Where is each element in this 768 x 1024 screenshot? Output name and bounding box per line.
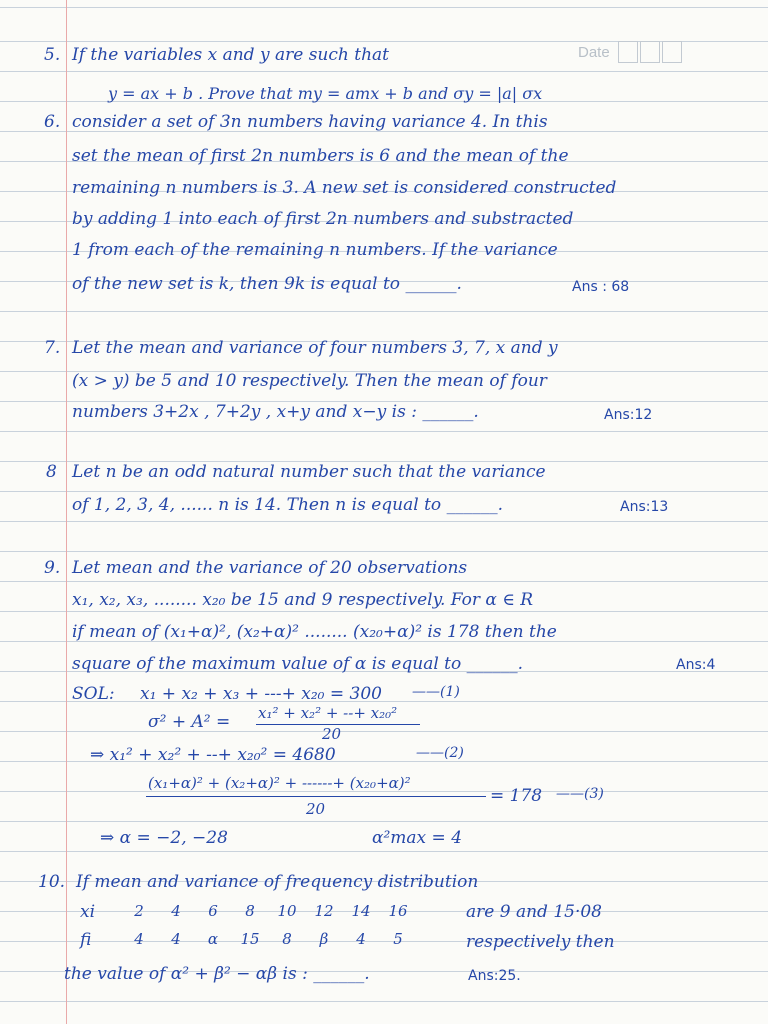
- table-row-label-xi: xi: [80, 902, 96, 922]
- table-cell: 12: [314, 902, 334, 920]
- question-5-number: 5.: [44, 45, 61, 65]
- solution-equation-2-lhs: σ² + A² =: [148, 712, 231, 732]
- table-cell: 5: [393, 930, 403, 948]
- solution-equation-4-denominator: 20: [306, 800, 326, 818]
- solution-equation-4-numerator: (x₁+α)² + (x₂+α)² + ------+ (x₂₀+α)²: [148, 774, 411, 792]
- table-cell: 4: [171, 902, 181, 920]
- table-cell: 15: [240, 930, 260, 948]
- table-cell: 16: [388, 902, 408, 920]
- date-label: Date: [578, 43, 610, 61]
- date-cell: [618, 41, 638, 63]
- question-9-line: if mean of (x₁+α)², (x₂+α)² ........ (x₂₀+α)² is 178 then the: [72, 622, 557, 642]
- table-cell: β: [319, 930, 329, 948]
- table-cell: 8: [282, 930, 292, 948]
- table-cell: 6: [208, 902, 218, 920]
- table-cell: α: [207, 930, 219, 948]
- date-cell: [662, 41, 682, 63]
- question-10-right-text: respectively then: [466, 932, 615, 952]
- date-box: [578, 40, 682, 64]
- solution-equation-3: ⇒ x₁² + x₂² + --+ x₂₀² = 4680: [90, 745, 336, 765]
- table-cell: 2: [134, 902, 144, 920]
- question-10-line: the value of α² + β² − αβ is : ______.: [64, 964, 370, 984]
- question-9-line: Let mean and the variance of 20 observations: [72, 558, 468, 578]
- question-7-line: Let the mean and variance of four numbers 3, 7, x and y: [72, 338, 558, 358]
- solution-max-alpha: α²max = 4: [372, 828, 463, 848]
- solution-label: SOL:: [72, 684, 115, 704]
- question-6-answer: Ans : 68: [572, 279, 630, 295]
- question-10-line: If mean and variance of frequency distribution: [76, 872, 479, 892]
- question-9-line: square of the maximum value of α is equal to ______.: [72, 654, 524, 674]
- question-7-line: numbers 3+2x , 7+2y , x+y and x−y is : ______.: [72, 402, 479, 422]
- question-6-line: by adding 1 into each of first 2n numbers and substracted: [72, 209, 574, 229]
- table-cell: 4: [356, 930, 366, 948]
- table-cell: 4: [171, 930, 181, 948]
- table-cell: 8: [245, 902, 255, 920]
- solution-equation-2-denominator: 20: [322, 725, 342, 743]
- solution-equation-4-rhs: = 178: [490, 786, 543, 806]
- question-7-number: 7.: [44, 338, 61, 358]
- table-cell: 14: [351, 902, 371, 920]
- date-cell: [640, 41, 660, 63]
- question-8-answer: Ans:13: [620, 499, 669, 515]
- question-9-number: 9.: [44, 558, 61, 578]
- question-6-line: set the mean of first 2n numbers is 6 and the mean of the: [72, 146, 569, 166]
- equation-tag: ——(1): [412, 684, 460, 700]
- solution-equation-5: ⇒ α = −2, −28: [100, 828, 228, 848]
- table-cell: 10: [277, 902, 297, 920]
- solution-equation-2-numerator: x₁² + x₂² + --+ x₂₀²: [258, 704, 398, 722]
- equation-tag: ——(3): [556, 786, 604, 802]
- question-6-line: of the new set is k, then 9k is equal to ______.: [72, 274, 462, 294]
- question-10-answer: Ans:25.: [468, 968, 521, 984]
- fraction-bar: [146, 796, 486, 797]
- table-cell: 4: [134, 930, 144, 948]
- question-10-right-text: are 9 and 15·08: [466, 902, 602, 922]
- question-7-answer: Ans:12: [604, 407, 653, 423]
- question-6-line: 1 from each of the remaining n numbers. If the variance: [72, 240, 558, 260]
- question-6-line: consider a set of 3n numbers having variance 4. In this: [72, 112, 548, 132]
- question-5-line: If the variables x and y are such that: [72, 45, 389, 65]
- question-8-line: of 1, 2, 3, 4, ...... n is 14. Then n is equal to ______.: [72, 495, 503, 515]
- table-row-label-fi: fi: [80, 930, 92, 950]
- question-9-line: x₁, x₂, x₃, ........ x₂₀ be 15 and 9 respectively. For α ∈ R: [72, 590, 534, 610]
- question-8-number: 8: [46, 462, 57, 482]
- margin-line: [66, 0, 67, 1024]
- question-7-line: (x > y) be 5 and 10 respectively. Then the mean of four: [72, 371, 547, 391]
- question-9-answer: Ans:4: [676, 657, 716, 673]
- question-10-number: 10.: [38, 872, 66, 892]
- question-6-line: remaining n numbers is 3. A new set is considered constructed: [72, 178, 617, 198]
- question-6-number: 6.: [44, 112, 61, 132]
- solution-equation-1: x₁ + x₂ + x₃ + ---+ x₂₀ = 300: [140, 684, 382, 704]
- question-8-line: Let n be an odd natural number such that the variance: [72, 462, 546, 482]
- equation-tag: ——(2): [416, 745, 464, 761]
- question-5-line: y = ax + b . Prove that my = amx + b and σy = |a| σx: [108, 84, 543, 103]
